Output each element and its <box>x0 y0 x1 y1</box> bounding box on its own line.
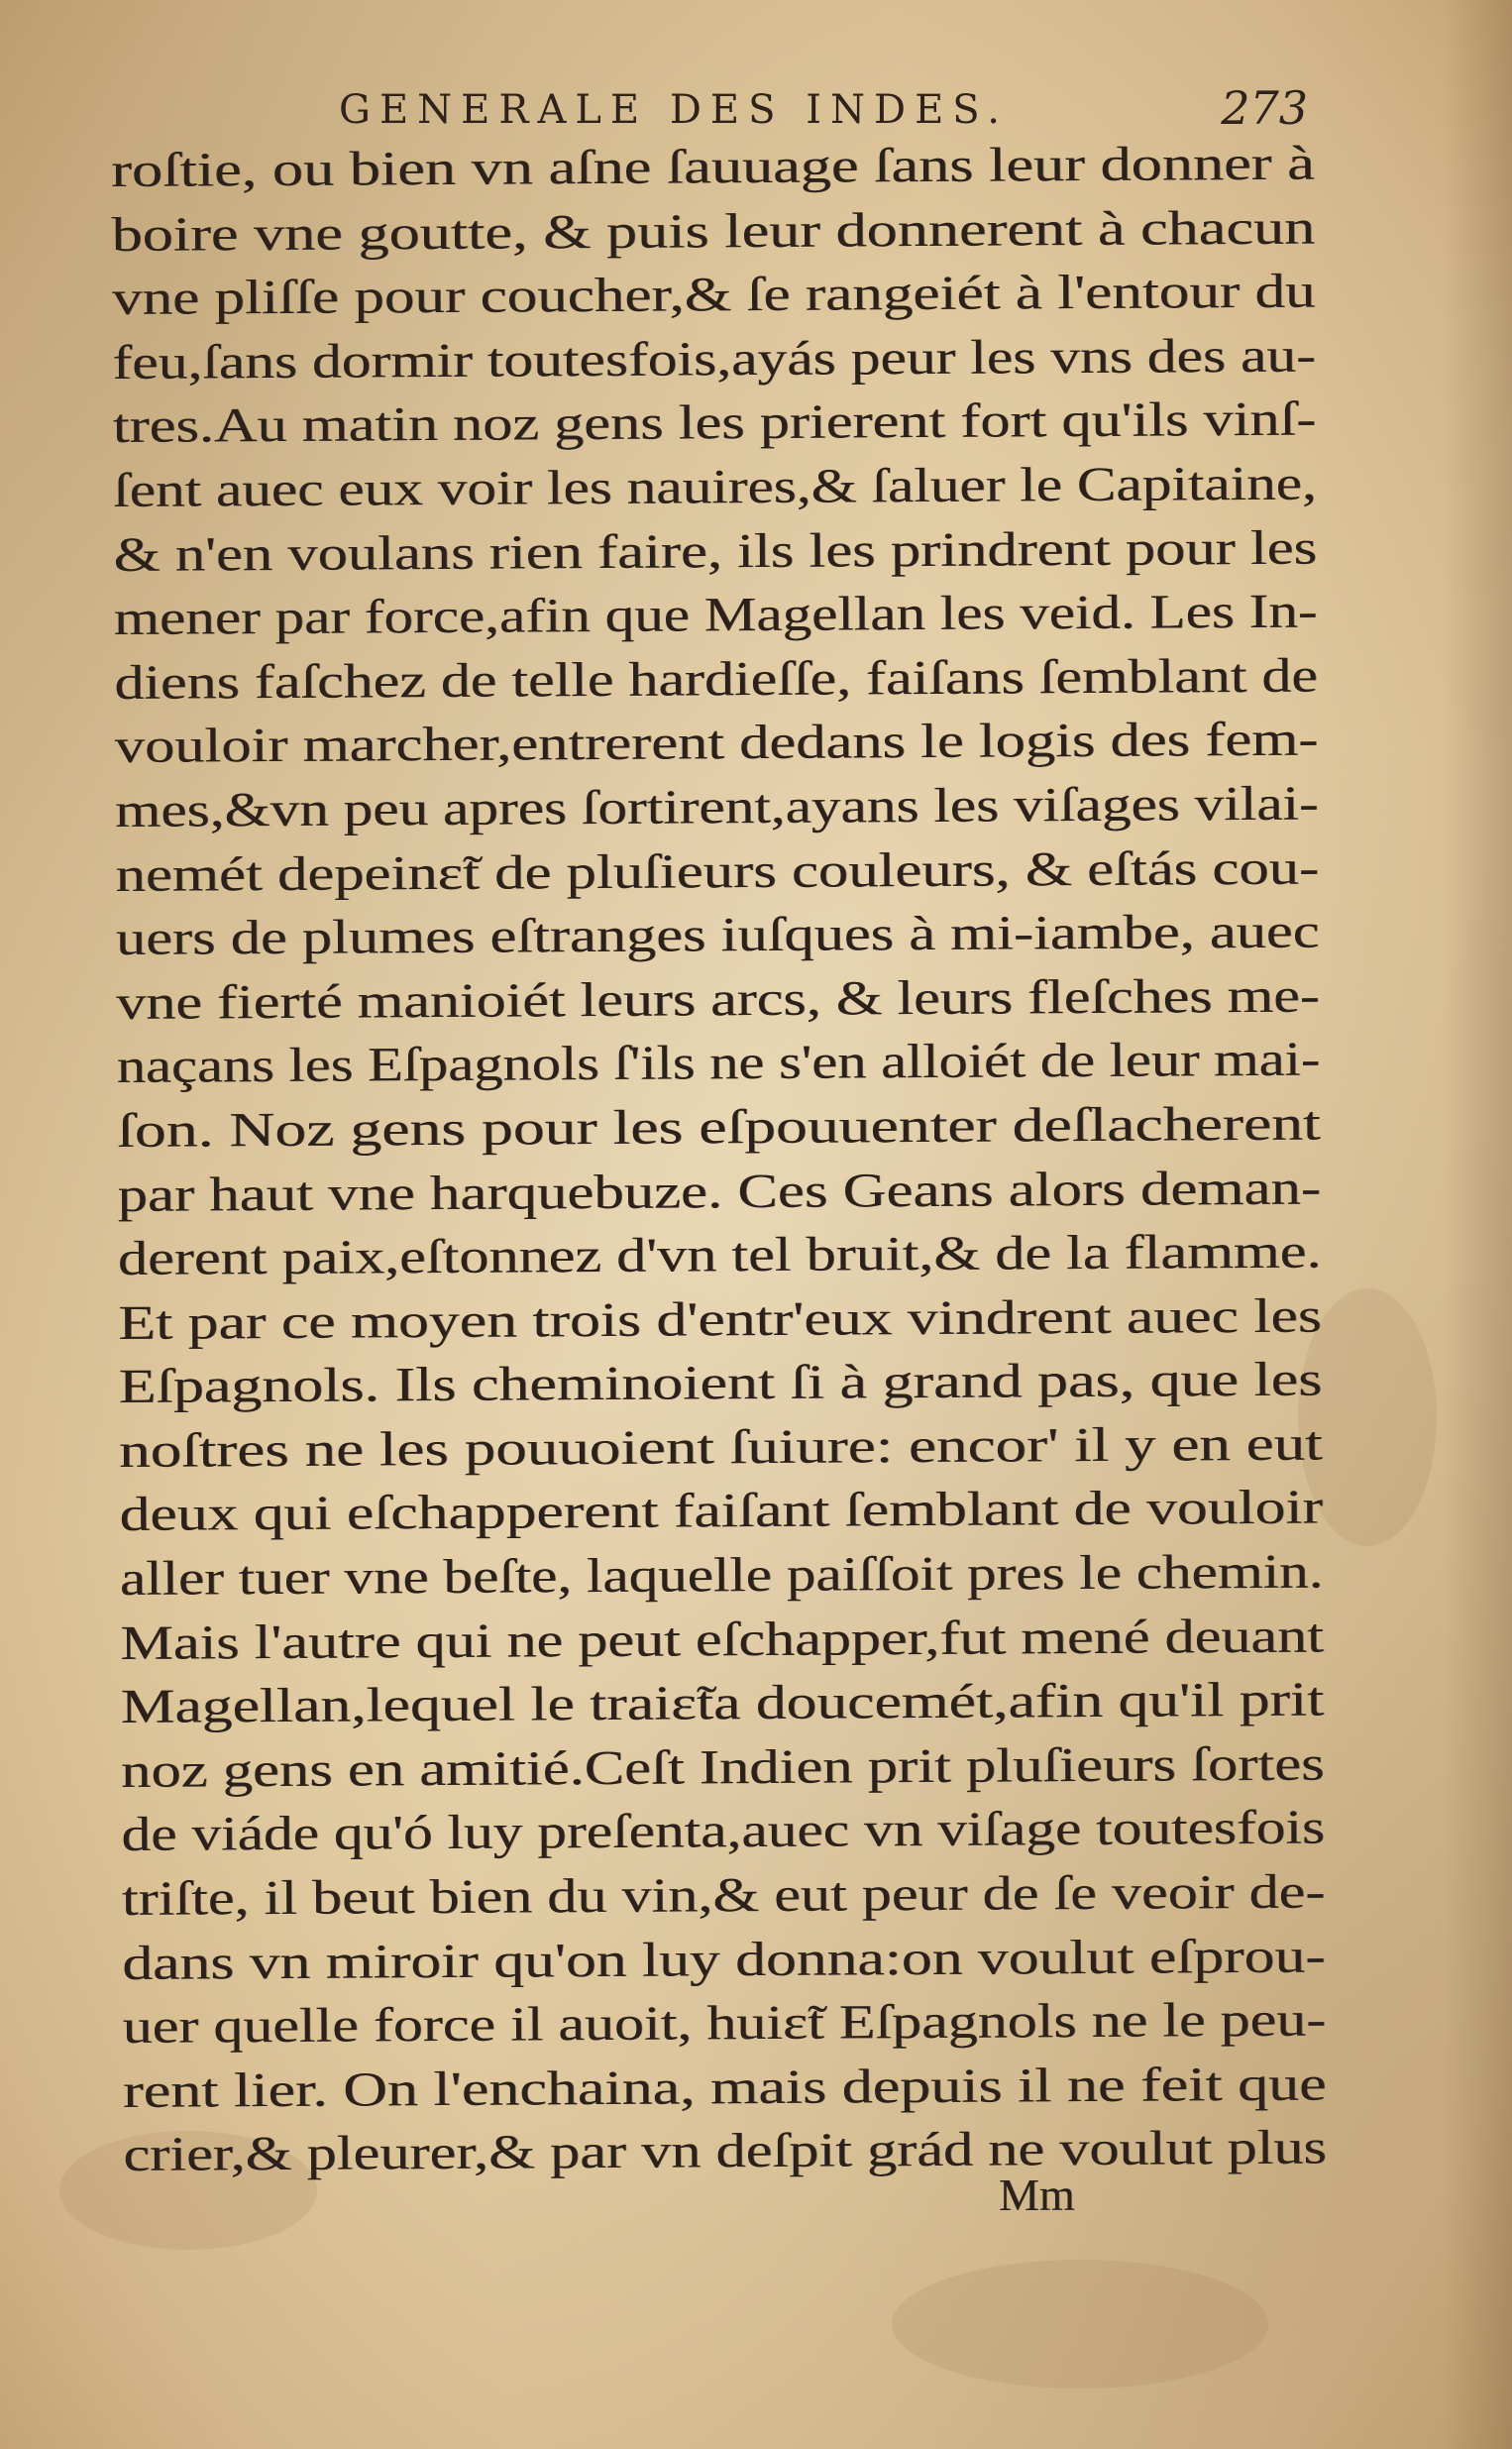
text-line: tres.Au matin noz gens les prierent fort qu'ils vinſ- <box>112 390 1317 454</box>
text-line: Eſpagnols. Ils cheminoient ſi à grand pas, que les <box>118 1351 1323 1414</box>
text-line: feu,ſans dormir toutesfois,ayás peur les vns des au- <box>112 327 1317 390</box>
text-line: Magellan,lequel le traiɛ̃ta doucemét,afin qu'il prit <box>120 1671 1325 1734</box>
text-line: naçans les Eſpagnols ſ'ils ne s'en alloiét de leur mai- <box>116 1031 1321 1094</box>
text-line: ſent auec eux voir les nauires,& ſaluer le Capitaine, <box>112 455 1317 517</box>
text-line: mes,&vn peu apres ſortirent,ayans les viſages vilai- <box>114 775 1319 837</box>
text-line: Mais l'autre qui ne peut eſchapper,fut mené deuant <box>120 1608 1324 1670</box>
text-line: noſtres ne les pouuoient ſuiure: encor' il y en eut <box>118 1415 1323 1478</box>
text-line: derent paix,eſtonnez d'vn tel bruit,& de la flamme. <box>117 1223 1322 1286</box>
text-line: triſte, il beut bien du vin,& eut peur de ſe veoir de- <box>121 1863 1326 1926</box>
text-line: rent lier. On l'enchaina, mais depuis il ne feit que <box>122 2056 1327 2118</box>
text-line: vouloir marcher,entrerent dedans le logis des fem- <box>114 711 1319 774</box>
text-line: aller tuer vne beſte, laquelle paiſſoit pres le chemin. <box>119 1543 1324 1607</box>
text-line: & n'en voulans rien faire, ils les prindrent pour les <box>113 519 1318 582</box>
text-line: deux qui eſchapperent faiſant ſemblant de vouloir <box>119 1480 1324 1542</box>
paper-stain <box>892 2260 1268 2389</box>
text-line: uers de plumes eſtranges iuſques à mi-iambe, auec <box>115 903 1320 966</box>
text-line: dans vn miroir qu'on luy donna:on voulut eſprou- <box>122 1928 1326 1990</box>
text-line: vne fierté manioiét leurs arcs, & leurs fleſches me- <box>116 967 1320 1030</box>
text-line: ſon. Noz gens pour les eſpouuenter deſlacherent <box>116 1095 1321 1158</box>
text-line: boire vne goutte, & puis leur donnerent à chacun <box>111 199 1316 262</box>
text-line: mener par force,afin que Magellan les veid. Les In- <box>113 583 1318 646</box>
text-line: uer quelle force il auoit, huiɛ̃t Eſpagnols ne le peu- <box>122 1991 1327 2055</box>
text-line: diens faſchez de telle hardieſſe, faiſans ſemblant de <box>114 647 1319 710</box>
body-text <box>111 132 1333 2187</box>
text-line: crier,& pleurer,& par vn deſpit grád ne voulut plus <box>123 2119 1328 2182</box>
text-line: noz gens en amitié.Ceſt Indien prit pluſieurs ſortes <box>120 1735 1325 1798</box>
text-line: vne pliſſe pour coucher,& ſe rangeiét à l'entour du <box>111 263 1316 326</box>
text-line: par haut vne harquebuze. Ces Geans alors deman- <box>117 1160 1322 1222</box>
text-line: nemét depeinɛ̃t de pluſieurs couleurs, & eſtás cou- <box>115 839 1320 902</box>
text-line: de viáde qu'ó luy preſenta,auec vn viſage toutesfois <box>121 1799 1326 1862</box>
page-number: 273 <box>1221 81 1308 135</box>
running-title: GENERALE DES INDES. <box>339 87 1009 133</box>
text-line: Et par ce moyen trois d'entr'eux vindrent auec les <box>118 1287 1322 1350</box>
signature-mark: Mm <box>999 2170 1075 2220</box>
text-line: roſtie, ou bien vn aſne ſauuage ſans leur donner à <box>111 135 1315 197</box>
